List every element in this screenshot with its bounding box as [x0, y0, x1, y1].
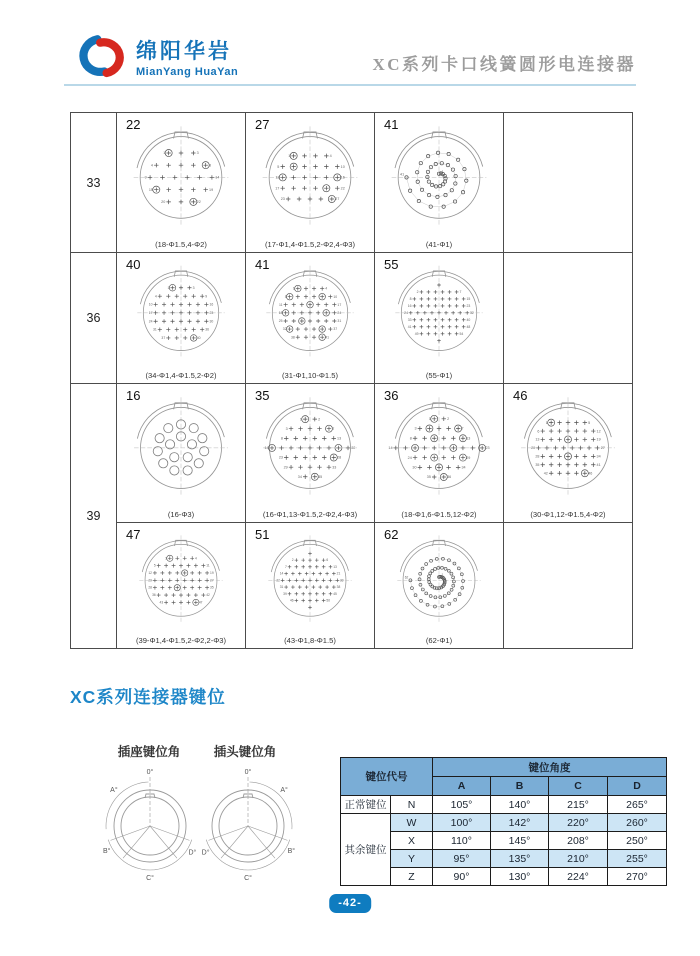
svg-text:22: 22 [351, 446, 356, 451]
svg-text:50: 50 [326, 598, 331, 603]
pin-diagram-icon [130, 258, 233, 366]
svg-text:33: 33 [332, 465, 337, 470]
svg-text:13: 13 [535, 437, 540, 442]
shell-size-label: 39 [71, 384, 117, 649]
pinout-cell [375, 523, 504, 649]
svg-text:46: 46 [289, 598, 294, 603]
svg-text:30: 30 [340, 578, 344, 583]
pinout-caption: (34-Φ1,4-Φ1.5,2-Φ2) [145, 371, 217, 380]
key-angle-value: 260° [608, 814, 667, 832]
svg-text:37: 37 [161, 336, 166, 341]
insert-size-label: 62 [384, 527, 399, 542]
svg-text:19: 19 [596, 437, 601, 442]
svg-text:7: 7 [284, 564, 287, 569]
key-angle-header: 键位角度 [433, 758, 667, 777]
svg-text:A°: A° [280, 786, 288, 794]
pinout-cell [246, 113, 375, 253]
key-angle-value: 270° [608, 868, 667, 886]
insert-size-label: 51 [255, 527, 270, 542]
svg-text:35: 35 [318, 474, 323, 479]
pin-diagram-icon [390, 528, 488, 631]
pinout-cell [375, 253, 504, 384]
svg-text:31: 31 [337, 319, 342, 324]
pinout-caption: (16-Φ3) [167, 510, 195, 519]
svg-text:21: 21 [336, 571, 341, 576]
svg-text:3: 3 [196, 151, 199, 156]
svg-text:7: 7 [459, 290, 462, 295]
svg-text:45: 45 [333, 591, 337, 596]
pinout-caption: (16-Φ1,13-Φ1.5,2-Φ2,4-Φ3) [262, 510, 358, 519]
svg-text:1: 1 [165, 556, 167, 561]
svg-text:20: 20 [531, 446, 536, 451]
svg-text:24: 24 [337, 310, 342, 315]
svg-text:1: 1 [167, 285, 170, 290]
key-table-row [341, 814, 667, 832]
key-code: W [391, 814, 433, 832]
company-logo [68, 30, 238, 82]
svg-text:8: 8 [209, 163, 212, 168]
key-angle-table [340, 757, 667, 886]
pin-diagram-icon [384, 389, 494, 505]
header-divider [64, 84, 636, 86]
svg-text:4: 4 [325, 286, 328, 291]
pin-diagram-icon [388, 258, 491, 366]
pinout-caption: (31-Φ1,10-Φ1.5) [281, 371, 338, 380]
svg-text:1: 1 [545, 420, 548, 425]
svg-text:34: 34 [461, 465, 466, 470]
svg-text:7: 7 [332, 426, 335, 431]
svg-text:36: 36 [447, 475, 452, 480]
pin-diagram-icon [254, 118, 365, 235]
svg-text:13: 13 [466, 436, 471, 441]
svg-text:4: 4 [329, 154, 332, 159]
key-angle-value: 95° [433, 850, 491, 868]
svg-text:28: 28 [535, 454, 540, 459]
svg-text:46: 46 [588, 471, 593, 476]
svg-text:1: 1 [428, 417, 431, 422]
svg-text:8: 8 [409, 436, 412, 441]
angle-col-header: D [608, 777, 667, 796]
svg-text:42: 42 [543, 471, 548, 476]
svg-text:23: 23 [278, 455, 283, 460]
pinout-cell-empty [504, 113, 633, 253]
plug-key-diagram-icon [186, 754, 310, 886]
svg-text:17: 17 [148, 310, 153, 315]
svg-text:10: 10 [148, 302, 153, 307]
key-angle-value: 224° [549, 868, 608, 886]
svg-text:36: 36 [205, 327, 210, 332]
svg-text:30: 30 [412, 465, 417, 470]
pinout-cell [117, 113, 246, 253]
insert-size-label: 41 [255, 257, 270, 272]
key-table-row [341, 796, 667, 814]
svg-text:13: 13 [333, 564, 337, 569]
svg-text:10: 10 [333, 294, 338, 299]
svg-text:0°: 0° [146, 769, 154, 776]
svg-text:1: 1 [441, 169, 444, 174]
svg-text:3: 3 [192, 285, 195, 290]
svg-text:1: 1 [441, 573, 444, 578]
shell-size-label: 36 [71, 253, 117, 384]
pinout-caption: (18-Φ1.5,4-Φ2) [155, 240, 207, 249]
svg-text:41: 41 [407, 324, 412, 329]
svg-text:31: 31 [279, 585, 284, 590]
svg-text:40: 40 [196, 336, 201, 341]
svg-text:25: 25 [278, 319, 283, 324]
svg-text:29: 29 [283, 465, 288, 470]
svg-text:4: 4 [154, 294, 157, 299]
svg-text:B°: B° [287, 848, 296, 855]
pinout-caption: (41-Φ1) [425, 240, 453, 249]
key-code: Z [391, 868, 433, 886]
svg-text:13: 13 [337, 436, 342, 441]
key-group-label: 其余键位 [341, 814, 391, 886]
svg-text:12: 12 [596, 429, 601, 434]
svg-text:8: 8 [280, 436, 283, 441]
svg-text:23: 23 [209, 310, 214, 315]
pinout-caption: (30-Φ1,12-Φ1.5,4-Φ2) [530, 510, 606, 519]
svg-text:16: 16 [209, 302, 214, 307]
pinout-cell-empty [504, 523, 633, 649]
svg-text:2: 2 [447, 417, 450, 422]
svg-text:31: 31 [152, 327, 157, 332]
svg-text:37: 37 [333, 327, 338, 332]
pinout-caption: (17-Φ1,4-Φ1.5,2-Φ2,4-Φ3) [264, 240, 356, 249]
svg-text:11: 11 [279, 302, 283, 307]
pin-diagram-icon [513, 389, 623, 505]
svg-text:C°: C° [244, 875, 252, 882]
key-angle-value: 210° [549, 850, 608, 868]
page-number-badge: -42- [329, 894, 371, 913]
svg-text:5: 5 [153, 563, 156, 568]
svg-text:7: 7 [461, 426, 464, 431]
key-group-label: 正常键位 [341, 796, 391, 814]
pin-diagram-icon [261, 528, 359, 631]
pinout-cell [375, 113, 504, 253]
svg-text:11: 11 [206, 563, 210, 568]
svg-text:D°: D° [188, 849, 197, 857]
svg-text:B°: B° [102, 848, 111, 855]
svg-text:6: 6 [537, 429, 540, 434]
pinout-cell [246, 523, 375, 649]
svg-text:28: 28 [337, 455, 342, 460]
svg-text:24: 24 [404, 310, 408, 315]
svg-text:27: 27 [210, 578, 214, 583]
key-angle-value: 250° [608, 832, 667, 850]
pinout-caption: (55-Φ1) [425, 371, 453, 380]
plug-key-label: 插头键位角 [213, 745, 277, 759]
svg-text:15: 15 [148, 187, 153, 192]
svg-text:9: 9 [144, 175, 147, 180]
angle-col-header: B [491, 777, 549, 796]
svg-text:32: 32 [470, 310, 474, 315]
svg-text:48: 48 [466, 324, 471, 329]
svg-text:27: 27 [600, 446, 605, 451]
svg-text:35: 35 [426, 475, 431, 480]
key-section-title: XC系列连接器键位 [70, 687, 226, 707]
svg-text:19: 19 [210, 571, 214, 576]
insert-size-label: 40 [126, 257, 141, 272]
svg-text:C°: C° [146, 875, 154, 882]
pinout-table [70, 112, 633, 649]
svg-text:41: 41 [325, 335, 330, 340]
key-angle-value: 145° [491, 832, 549, 850]
svg-text:20: 20 [148, 578, 152, 583]
svg-text:35: 35 [535, 462, 540, 467]
svg-text:0°: 0° [244, 769, 252, 776]
key-angle-value: 265° [608, 796, 667, 814]
svg-text:41: 41 [596, 462, 601, 467]
insert-size-label: 27 [255, 117, 270, 132]
svg-text:40: 40 [466, 317, 471, 322]
logo-chinese-name: 绵阳华岩 [136, 39, 232, 63]
pinout-cell [504, 384, 633, 523]
key-angle-value: 215° [549, 796, 608, 814]
svg-text:3: 3 [285, 426, 288, 431]
svg-text:28: 28 [148, 585, 152, 590]
pinout-cell [117, 523, 246, 649]
insert-size-label: 46 [513, 388, 528, 403]
svg-text:23: 23 [485, 446, 490, 451]
svg-text:8: 8 [409, 297, 412, 302]
svg-text:11: 11 [275, 175, 280, 180]
svg-text:34: 34 [297, 474, 302, 479]
svg-text:15: 15 [466, 297, 471, 302]
pin-diagram-icon [126, 389, 236, 505]
key-angle-value: 140° [491, 796, 549, 814]
svg-text:47: 47 [198, 600, 203, 605]
svg-text:23: 23 [280, 197, 285, 202]
svg-text:D°: D° [201, 849, 210, 857]
insert-size-label: 55 [384, 257, 399, 272]
svg-text:14: 14 [279, 571, 284, 576]
svg-text:36: 36 [152, 593, 156, 598]
logo-mark-icon [68, 30, 128, 82]
svg-text:14: 14 [388, 446, 393, 451]
svg-text:34: 34 [596, 454, 601, 459]
svg-text:6: 6 [326, 558, 329, 563]
svg-text:29: 29 [466, 455, 471, 460]
insert-size-label: 35 [255, 388, 270, 403]
svg-text:62: 62 [404, 575, 409, 580]
svg-text:38: 38 [336, 585, 341, 590]
key-code: Y [391, 850, 433, 868]
svg-text:35: 35 [210, 585, 214, 590]
key-code: X [391, 832, 433, 850]
insert-size-label: 41 [384, 117, 399, 132]
key-angle-value: 105° [433, 796, 491, 814]
pin-diagram-icon [125, 118, 236, 235]
key-code-header: 键位代号 [341, 758, 433, 796]
svg-text:4: 4 [150, 163, 153, 168]
key-angle-value: 255° [608, 850, 667, 868]
logo-text [136, 35, 238, 78]
svg-text:54: 54 [459, 331, 464, 336]
svg-text:18: 18 [278, 310, 283, 315]
svg-text:2: 2 [291, 558, 294, 563]
svg-text:17: 17 [275, 186, 280, 191]
pinout-cell [117, 253, 246, 384]
pinout-cell [375, 384, 504, 523]
pin-diagram-icon [255, 389, 365, 505]
svg-text:27: 27 [335, 197, 340, 202]
key-angle-value: 135° [491, 850, 549, 868]
svg-text:16: 16 [407, 304, 412, 309]
svg-text:43: 43 [159, 600, 164, 605]
svg-text:32: 32 [282, 327, 287, 332]
angle-col-header: A [433, 777, 491, 796]
svg-text:2: 2 [318, 417, 321, 422]
svg-text:1: 1 [292, 286, 295, 291]
logo-english-name: MianYang HuaYan [136, 65, 239, 78]
pin-diagram-icon [383, 118, 494, 235]
svg-text:17: 17 [337, 302, 342, 307]
pinout-cell [246, 253, 375, 384]
svg-text:20: 20 [161, 200, 166, 205]
pinout-caption: (62-Φ1) [425, 636, 453, 645]
pinout-cell [246, 384, 375, 523]
svg-text:38: 38 [290, 335, 295, 340]
svg-text:24: 24 [407, 455, 412, 460]
pinout-cell-empty [504, 253, 633, 384]
svg-text:5: 5 [277, 164, 280, 169]
insert-size-label: 47 [126, 527, 141, 542]
svg-text:30: 30 [209, 319, 214, 324]
pinout-caption: (18-Φ1,6-Φ1.5,12-Φ2) [401, 510, 477, 519]
insert-size-label: 36 [384, 388, 399, 403]
plug-key-diagram [186, 754, 310, 886]
insert-size-label: 16 [126, 388, 141, 403]
key-angle-value: 110° [433, 832, 491, 850]
svg-text:4: 4 [195, 556, 197, 561]
svg-text:3: 3 [414, 426, 417, 431]
svg-text:A°: A° [110, 786, 118, 794]
svg-text:23: 23 [466, 304, 471, 309]
insert-size-label: 22 [126, 117, 141, 132]
svg-text:22: 22 [196, 200, 201, 205]
socket-key-label: 插座键位角 [117, 745, 181, 759]
svg-text:14: 14 [215, 175, 220, 180]
svg-text:9: 9 [205, 294, 208, 299]
key-code: N [391, 796, 433, 814]
key-angle-value: 90° [433, 868, 491, 886]
svg-text:1: 1 [288, 154, 291, 159]
svg-text:14: 14 [264, 446, 269, 451]
svg-text:10: 10 [340, 164, 345, 169]
pinout-caption: (43-Φ1,8-Φ1.5) [284, 636, 336, 645]
svg-text:1: 1 [163, 151, 166, 156]
svg-text:24: 24 [148, 319, 153, 324]
key-angle-value: 130° [491, 868, 549, 886]
pin-diagram-icon [132, 528, 230, 631]
key-angle-value: 220° [549, 814, 608, 832]
angle-col-header: C [549, 777, 608, 796]
svg-text:5: 5 [284, 294, 287, 299]
pinout-cell [117, 384, 246, 523]
svg-text:5: 5 [588, 420, 591, 425]
svg-text:49: 49 [414, 331, 419, 336]
svg-text:42: 42 [206, 593, 210, 598]
svg-text:41: 41 [400, 172, 405, 177]
svg-text:22: 22 [340, 186, 345, 191]
svg-text:39: 39 [283, 591, 287, 596]
pinout-caption: (39-Φ1,4-Φ1.5,2-Φ2,2-Φ3) [135, 636, 227, 645]
page-title: XC系列卡口线簧圆形电连接器 [372, 55, 636, 74]
key-angle-value: 142° [491, 814, 549, 832]
svg-text:19: 19 [209, 187, 214, 192]
svg-text:12: 12 [148, 571, 152, 576]
svg-text:2: 2 [416, 290, 419, 295]
key-angle-value: 100° [433, 814, 491, 832]
svg-text:1: 1 [299, 417, 302, 422]
shell-size-label: 33 [71, 113, 117, 253]
svg-text:16: 16 [340, 175, 345, 180]
svg-text:33: 33 [407, 317, 412, 322]
pin-diagram-icon [259, 258, 362, 366]
key-angle-value: 208° [549, 832, 608, 850]
svg-text:22: 22 [276, 578, 280, 583]
